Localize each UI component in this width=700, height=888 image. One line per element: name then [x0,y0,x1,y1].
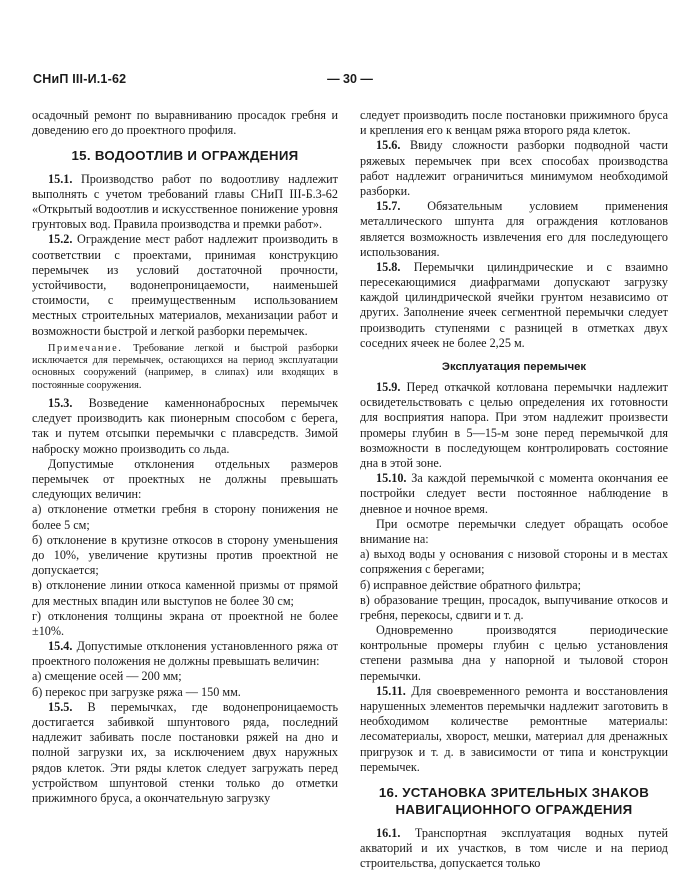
clause-number: 15.5. [48,699,73,714]
paragraph-text: Допустимые отклонения установленного ряжа от проектного положения не должны превышать величин: [32,639,338,669]
page-header [33,72,667,90]
paragraph-text: Обязательным условием применения металлического шпунта для ограждения котлованов является возможность извлечения его для последующего использования. [360,199,669,259]
clause-number: 15.11. [376,683,406,698]
paragraph-text: Ограждение мест работ надлежит производить в соответствии с проектами, принимая конструкцию перемычек из условий достаточной прочности, устойчивости, водонепроницаемости, наименьшей стоимости, с преимущественным использованием местных строительных материалов, механизации работ и возможности быстрой и легкой разборки перемычек. [32,232,338,338]
right-column [360,108,668,871]
paragraph-text: Для своевременного ремонта и восстановления нарушенных элементов перемычки надлежит заготовить в необходимом количестве ремонтные материалы: лесоматериалы, хворост, мешки, материал для дренажных пригрузок и т. д. в зависимости от типа и конструкции перемычек. [360,683,668,774]
note-label: Примечание. [48,342,123,354]
paragraph-15-2 [32,232,338,338]
clause-number: 15.7. [376,199,401,214]
tolerance-item-b: б) отклонение в крутизне откосов в сторону уменьшения до 10%, увеличение крутизны против проектной не допускается; [32,532,338,578]
paragraph-inspection-intro: При осмотре перемычки следует обращать особое внимание на: [360,516,668,546]
paragraph-15-5 [32,700,338,806]
document-code: СНиП III-И.1-62 [33,72,127,86]
paragraph-16-1 [360,826,668,872]
clause-number: 15.3. [48,396,73,411]
paragraph-15-11 [360,684,668,775]
page-number: — 30 — [327,72,373,86]
left-column [32,108,338,806]
paragraph-continuation: осадочный ремонт по выравниванию просадок гребня и доведению его до проектного профиля. [32,108,338,138]
clause-number: 15.10. [376,471,407,486]
clause-number: 15.1. [48,171,73,186]
section-15-title: 15. ВОДООТЛИВ И ОГРАЖДЕНИЯ [71,148,299,164]
clause-number: 15.4. [48,639,73,654]
crib-item-a: а) смещение осей — 200 мм; [32,669,182,684]
paragraph-text: Транспортная эксплуатация водных путей акваторий и их участков, в том числе и на период строительства, допускается только [360,825,669,870]
paragraph-15-1 [32,172,338,233]
clause-number: 15.9. [376,380,401,395]
section-16-title: 16. УСТАНОВКА ЗРИТЕЛЬНЫХ ЗНАКОВ НАВИГАЦИОННОГО ОГРАЖДЕНИЯ [378,784,650,818]
paragraph-text: Производство работ по водоотливу надлежит выполнять с учетом требований главы СНиП III-Б.3-62 «Открытый водоотлив и искусственное понижение уровня грунтовых вод. Правила производства и премки работ». [32,171,338,232]
paragraph-text: Ввиду сложности разборки подводной части ряжевых перемычек при всех способах производства работ надлежит ограничиться минимумом необходимой разборки. [360,138,668,198]
paragraph-periodic-soundings: Одновременно производятся периодические контрольные промеры глубин с целью установления степени размыва дна у напорной и тыловой сторон перемычки. [360,623,668,683]
inspection-item-b: б) исправное действие обратного фильтра; [360,577,582,592]
clause-number: 16.1. [376,825,401,840]
paragraph-15-8 [360,260,668,351]
crib-item-b: б) перекос при загрузке ряжа — 150 мм. [32,684,241,699]
paragraph-15-3 [32,396,338,457]
note-text: Требование легкой и быстрой разборки исключается для перемычек, остающихся на период эксплуатации основных сооружений (например, в слипах) или входящих в постоянные сооружения. [32,342,339,391]
paragraph-text: Возведение каменнонабросных перемычек следует производить как пионерным способом с берега, так и путем отсыпки перемычки с плавсредств. Зимой наброску можно производить со льда. [32,396,338,456]
tolerance-item-v: в) отклонение линии откоса каменной призмы от прямой для местных впадин или выступов не более 30 см; [32,578,338,608]
paragraph-15-7 [360,199,668,260]
note [32,343,338,392]
paragraph-15-6 [360,138,668,199]
clause-number: 15.6. [376,138,401,153]
paragraph-text: Перемычки цилиндрические и с взаимно пересекающимися диафрагмами допускают загрузку каждой цилиндрической ячейки грунтом независимо от других. Заполнение ячеек сегментной перемычки следует производить ступенями с разницей в отметках двух соседних ячеек не более 2,25 м. [360,259,669,350]
clause-number: 15.2. [48,232,73,247]
paragraph-15-4 [32,639,338,669]
paragraph-text: Перед откачкой котлована перемычки надлежит освидетельствовать с целью определения их готовности для восприятия напора. При этом надлежит произвести промеры глубин в 5—15-м зоне перед перемычкой для возможности в последующем контролировать состояние дна в этой зоне. [360,380,669,470]
tolerance-item-g: г) отклонения толщины экрана от проектной не более ±10%. [32,608,338,638]
subsection-title: Эксплуатация перемычек [441,361,587,373]
paragraph-15-9 [360,380,668,471]
paragraph-continuation: следует производить после постановки прижимного бруса и крепления его к венцам ряжа второго ряда клеток. [360,108,668,138]
paragraph-text: За каждой перемычкой с момента окончания ее постройки следует вести постоянное наблюдение в дневное и ночное время. [360,471,669,516]
paragraph-tolerance-intro: Допустимые отклонения отдельных размеров перемычек от проектных не должны превышать следующих величин: [32,456,338,502]
inspection-item-a: а) выход воды у основания с низовой стороны и в местах сопряжения с берегами; [360,547,668,577]
paragraph-text: В перемычках, где водонепроницаемость достигается забивкой шпунтового ряда, последний надлежит забивать после постановки ряжей на дно и полной загрузки их, за исключением двух наружных рядов клеток. Эти ряды клеток следует загружать перед устройством шпунтовой стенки только до отметки прижимного бруса, а окончательную загрузку [32,699,338,805]
tolerance-item-a: а) отклонение отметки гребня в сторону понижения не более 5 см; [32,502,338,532]
clause-number: 15.8. [376,259,401,274]
inspection-item-v: в) образование трещин, просадок, выпучивание откосов и гребня, перекосы, сдвиги и т. д. [360,592,668,622]
paragraph-15-10 [360,471,668,517]
